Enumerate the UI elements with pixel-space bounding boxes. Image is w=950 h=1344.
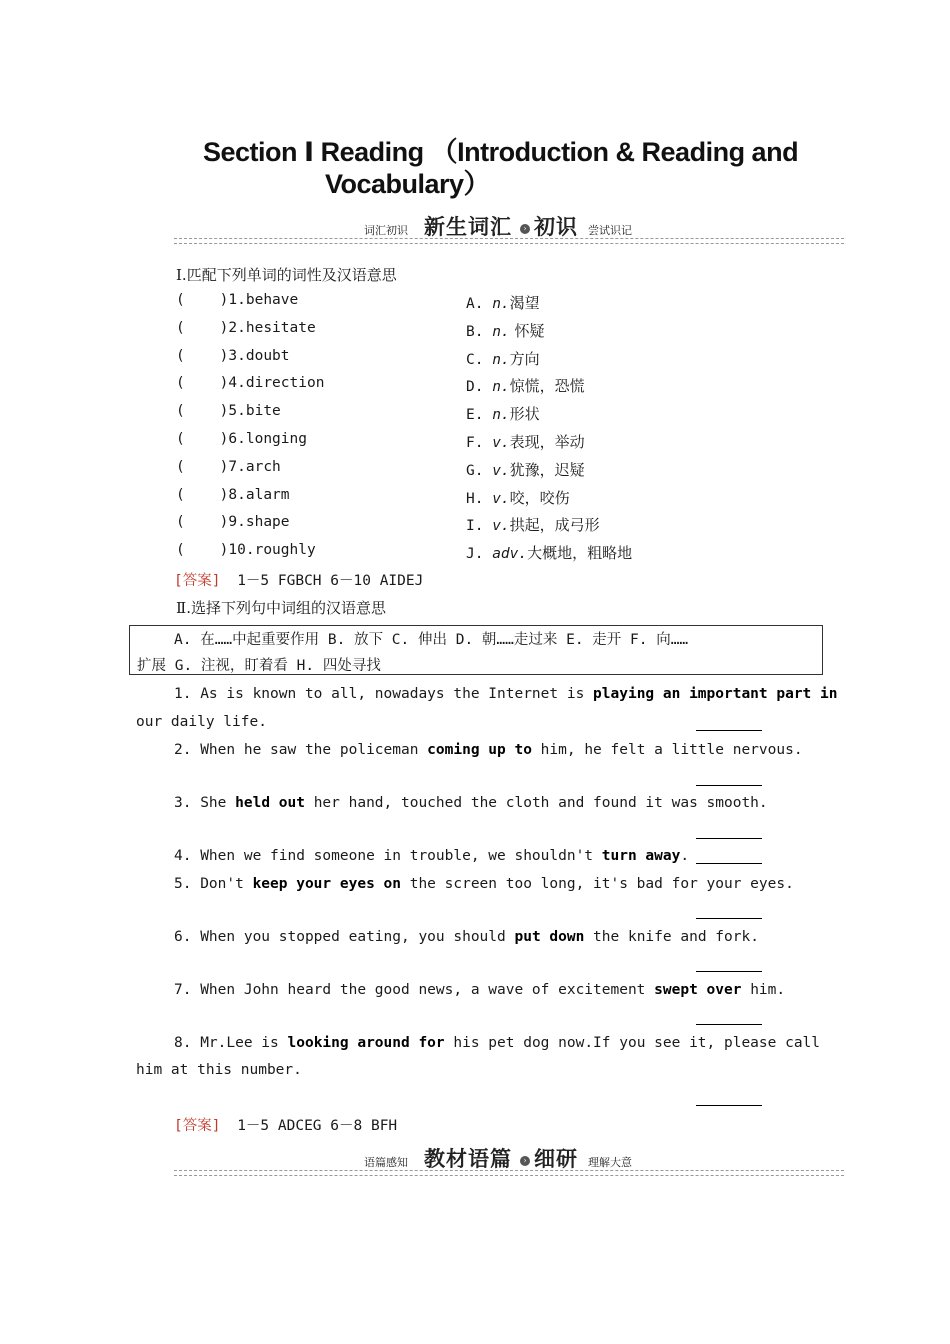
sentence-text-tail: the screen too long, it's bad for your eyes.: [400, 876, 794, 892]
sentence-phrase: put down: [514, 929, 585, 945]
option-letter: B.: [466, 324, 484, 340]
item-word: behave: [245, 292, 299, 308]
match-row: [176, 431, 307, 447]
option-pos: v.: [492, 491, 510, 507]
item-word: shape: [245, 514, 290, 530]
option-meaning: 咬，咬伤: [509, 489, 570, 507]
option-row: [466, 320, 544, 341]
item-word: arch: [245, 459, 281, 475]
match-row: [176, 320, 316, 336]
sentence-number: 6.: [174, 929, 192, 945]
sentence-text: When he saw the policeman: [191, 742, 428, 758]
option-row: [466, 375, 585, 396]
match-row: [176, 487, 290, 503]
answer-blank-2[interactable]: [696, 785, 762, 786]
option-pos: adv.: [492, 546, 528, 562]
item-number: 10.: [228, 542, 255, 558]
sentence-phrase: keep your eyes on: [252, 876, 401, 892]
option-pos: n.: [492, 296, 510, 312]
section-banner-text: [174, 1142, 844, 1176]
sentence-text-tail: him.: [741, 982, 786, 998]
answer-blank-3[interactable]: [696, 838, 762, 839]
item-number: 1.: [228, 292, 246, 308]
item-number: 5.: [228, 403, 246, 419]
item-number: 8.: [228, 487, 246, 503]
option-row: [466, 487, 570, 508]
option-pos: n.: [492, 352, 510, 368]
option-row: [466, 403, 540, 424]
options-line-2: 扩展 G. 注视，盯着看 H. 四处寻找: [137, 658, 381, 674]
option-letter: E.: [466, 407, 484, 423]
page-title-line2: Vocabulary）: [325, 169, 491, 199]
option-row: [466, 348, 540, 369]
banner-title: 新生词汇: [424, 215, 512, 239]
option-meaning: 怀疑: [509, 322, 545, 340]
sentence-phrase: playing an important part: [593, 686, 812, 702]
banner-right-label: 尝试识记: [588, 224, 632, 237]
sentence-phrase: turn away: [601, 848, 681, 864]
section-heading: Ⅰ.匹配下列单词的词性及汉语意思: [176, 266, 397, 284]
answer-blank-4[interactable]: [696, 863, 762, 864]
item-word: hesitate: [245, 320, 316, 336]
banner-left-label: 语篇感知: [364, 1156, 408, 1169]
answer-paren[interactable]: ( ): [176, 403, 229, 419]
item-number: 9.: [228, 514, 246, 530]
answer-paren[interactable]: ( ): [176, 459, 229, 475]
sentence-number: 8.: [174, 1035, 192, 1051]
option-pos: v.: [492, 435, 510, 451]
option-row: [466, 431, 585, 452]
sentence-phrase: coming up to: [427, 742, 532, 758]
answer-blank-7[interactable]: [696, 1024, 762, 1025]
sentence-text: When John heard the good news, a wave of excitement: [191, 982, 655, 998]
match-row: [176, 514, 290, 530]
sentence-4: [174, 848, 689, 864]
sentence-8: [174, 1035, 820, 1051]
option-meaning: 方向: [509, 350, 540, 368]
chevron-right-icon: ›: [520, 224, 530, 234]
sentence-2: [174, 742, 803, 758]
answer-text: 1－5 FGBCH 6－10 AIDEJ: [237, 573, 424, 589]
item-word: bite: [245, 403, 281, 419]
option-pos: n.: [492, 324, 510, 340]
sentence-text: As is known to all, nowadays the Internet is: [191, 686, 594, 702]
sentence-7: [174, 982, 785, 998]
sentence-text-tail: his pet dog now.If you see it, please call: [444, 1035, 821, 1051]
sentence-number: 3.: [174, 795, 192, 811]
sentence-3: [174, 795, 768, 811]
answer-blank-6[interactable]: [696, 971, 762, 972]
banner-title-2: 细研: [534, 1147, 578, 1171]
answer-paren[interactable]: ( ): [176, 348, 229, 364]
answer-paren[interactable]: ( ): [176, 292, 229, 308]
banner-divider: [174, 1170, 844, 1176]
section-banner-vocabulary: [174, 210, 844, 244]
answer-blank-8[interactable]: [696, 1105, 762, 1106]
option-row: [466, 514, 600, 535]
answer-tag: [答案]: [174, 1118, 221, 1134]
match-row: [176, 542, 316, 558]
sentence-1-cont: our daily life.: [136, 714, 267, 730]
answer-blank-1[interactable]: [696, 730, 762, 731]
answer-paren[interactable]: ( ): [176, 487, 229, 503]
option-letter: C.: [466, 352, 484, 368]
option-letter: A.: [466, 296, 484, 312]
answer-line-2: [174, 1114, 397, 1135]
sentence-phrase: swept over: [654, 982, 742, 998]
option-pos: v.: [492, 518, 510, 534]
option-row: [466, 542, 632, 563]
option-meaning: 渴望: [509, 294, 540, 312]
answer-paren[interactable]: ( ): [176, 431, 229, 447]
sentence-8-cont: him at this number.: [136, 1062, 302, 1078]
answer-line: [174, 569, 423, 590]
option-letter: I.: [466, 518, 484, 534]
options-box: [129, 625, 823, 675]
banner-divider: [174, 238, 844, 244]
item-word: doubt: [245, 348, 290, 364]
answer-blank-5[interactable]: [696, 918, 762, 919]
item-number: 6.: [228, 431, 246, 447]
answer-tag: [答案]: [174, 573, 221, 589]
match-row: [176, 375, 324, 391]
option-meaning: 拱起，成弓形: [509, 516, 600, 534]
sentence-number: 5.: [174, 876, 192, 892]
banner-title: 教材语篇: [424, 1147, 512, 1171]
match-row: [176, 348, 290, 364]
item-word: roughly: [254, 542, 316, 558]
sentence-text-tail: in: [811, 686, 838, 702]
sentence-number: 4.: [174, 848, 192, 864]
answer-paren[interactable]: ( ): [176, 514, 229, 530]
sentence-text: When you stopped eating, you should: [191, 929, 515, 945]
match-row: [176, 459, 281, 475]
banner-left-label: 词汇初识: [364, 224, 408, 237]
option-pos: n.: [492, 379, 510, 395]
banner-title-2: 初识: [534, 215, 578, 239]
page-title: Section Ⅰ Reading （Introduction & Reading and: [203, 137, 799, 167]
sentence-number: 1.: [174, 686, 192, 702]
sentence-phrase: held out: [235, 795, 305, 811]
sentence-text-tail: her hand, touched the cloth and found it was smooth.: [304, 795, 768, 811]
sentence-text: Mr.Lee is: [191, 1035, 288, 1051]
options-line-1: A. 在……中起重要作用 B. 放下 C. 伸出 D. 朝……走过来 E. 走开 F. 向……: [174, 632, 689, 648]
option-meaning: 惊慌，恐慌: [509, 377, 585, 395]
sentence-number: 7.: [174, 982, 192, 998]
option-letter: F.: [466, 435, 484, 451]
item-number: 7.: [228, 459, 246, 475]
sentence-number: 2.: [174, 742, 192, 758]
sentence-text-tail: him, he felt a little nervous.: [531, 742, 803, 758]
answer-paren[interactable]: ( ): [176, 320, 229, 336]
option-meaning: 犹豫，迟疑: [509, 461, 585, 479]
match-row: [176, 292, 298, 308]
item-word: direction: [245, 375, 325, 391]
sentence-phrase: looking around for: [287, 1035, 445, 1051]
section-heading-2: Ⅱ.选择下列句中词组的汉语意思: [176, 599, 386, 617]
option-letter: G.: [466, 463, 484, 479]
answer-paren[interactable]: ( ): [176, 542, 229, 558]
sentence-text: Don't: [191, 876, 253, 892]
banner-right-label: 理解大意: [588, 1156, 632, 1169]
option-pos: v.: [492, 463, 510, 479]
match-row: [176, 403, 281, 419]
item-number: 4.: [228, 375, 246, 391]
sentence-text-tail: the knife and fork.: [584, 929, 759, 945]
item-word: longing: [245, 431, 307, 447]
sentence-text: When we find someone in trouble, we shouldn't: [191, 848, 602, 864]
option-row: [466, 459, 585, 480]
sentence-6: [174, 929, 759, 945]
option-letter: H.: [466, 491, 484, 507]
sentence-text: She: [191, 795, 236, 811]
option-letter: J.: [466, 546, 484, 562]
chevron-right-icon: ›: [520, 1156, 530, 1166]
option-letter: D.: [466, 379, 484, 395]
answer-text: 1－5 ADCEG 6－8 BFH: [237, 1118, 398, 1134]
option-meaning: 形状: [509, 405, 540, 423]
sentence-1: [174, 686, 838, 702]
option-meaning: 表现，举动: [509, 433, 585, 451]
item-number: 2.: [228, 320, 246, 336]
option-meaning: 大概地，粗略地: [527, 544, 633, 562]
sentence-text-tail: .: [680, 848, 690, 864]
answer-paren[interactable]: ( ): [176, 375, 229, 391]
option-row: [466, 292, 540, 313]
item-word: alarm: [245, 487, 290, 503]
sentence-5: [174, 876, 794, 892]
item-number: 3.: [228, 348, 246, 364]
option-pos: n.: [492, 407, 510, 423]
